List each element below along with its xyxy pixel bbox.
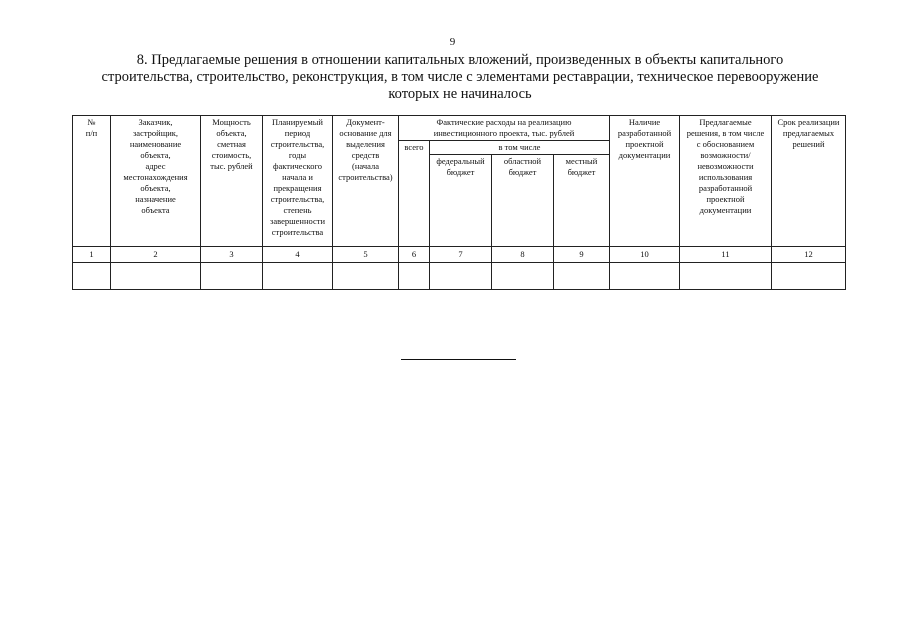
header-local-budget: местный бюджет xyxy=(554,155,610,247)
header-row-1 xyxy=(73,116,846,141)
column-number: 4 xyxy=(263,247,333,263)
header-actual-expenses: Фактические расходы на реализацию инвестиционного проекта, тыс. рублей xyxy=(399,116,610,141)
column-number: 6 xyxy=(399,247,430,263)
section-heading: 8. Предлагаемые решения в отношении капитальных вложений, произведенных в объекты капитального строительства, строительство, реконструкция, в том числе с элементами реставрации, техническое перевооружение которых не начиналось xyxy=(101,52,819,102)
footer-divider xyxy=(401,359,516,360)
empty-cell xyxy=(772,263,846,290)
header-number: № п/п xyxy=(73,116,111,247)
column-number: 12 xyxy=(772,247,846,263)
header-capacity: Мощность объекта, сметная стоимость, тыс. рублей xyxy=(201,116,263,247)
column-number: 9 xyxy=(554,247,610,263)
header-proposed-solutions: Предлагаемые решения, в том числе с обоснованием возможности/ невозможности использования разработанной проектной документации xyxy=(680,116,772,247)
empty-cell xyxy=(610,263,680,290)
empty-cell xyxy=(201,263,263,290)
empty-data-row xyxy=(73,263,846,290)
header-design-docs: Наличие разработанной проектной документации xyxy=(610,116,680,247)
header-including: в том числе xyxy=(430,141,610,155)
column-number: 1 xyxy=(73,247,111,263)
column-number: 2 xyxy=(111,247,201,263)
header-federal-budget: федеральный бюджет xyxy=(430,155,492,247)
empty-cell xyxy=(680,263,772,290)
empty-cell xyxy=(554,263,610,290)
empty-cell xyxy=(333,263,399,290)
column-number-row xyxy=(73,247,846,263)
report-table xyxy=(72,115,846,290)
empty-cell xyxy=(73,263,111,290)
column-number: 8 xyxy=(492,247,554,263)
page-number: 9 xyxy=(449,36,456,48)
header-implementation-period: Срок реализации предлагаемых решений xyxy=(772,116,846,247)
empty-cell xyxy=(492,263,554,290)
header-customer: Заказчик, застройщик, наименование объекта, адрес местонахождения объекта, назначение объекта xyxy=(111,116,201,247)
empty-cell xyxy=(430,263,492,290)
column-number: 7 xyxy=(430,247,492,263)
column-number: 5 xyxy=(333,247,399,263)
empty-cell xyxy=(111,263,201,290)
header-planned-period: Планируемый период строительства, годы фактического начала и прекращения строительства, степень завершенности строительства xyxy=(263,116,333,247)
header-basis-document: Документ- основание для выделения средств (начала строительства) xyxy=(333,116,399,247)
empty-cell xyxy=(399,263,430,290)
header-regional-budget: областной бюджет xyxy=(492,155,554,247)
column-number: 11 xyxy=(680,247,772,263)
column-number: 3 xyxy=(201,247,263,263)
empty-cell xyxy=(263,263,333,290)
column-number: 10 xyxy=(610,247,680,263)
header-total: всего xyxy=(399,141,430,247)
